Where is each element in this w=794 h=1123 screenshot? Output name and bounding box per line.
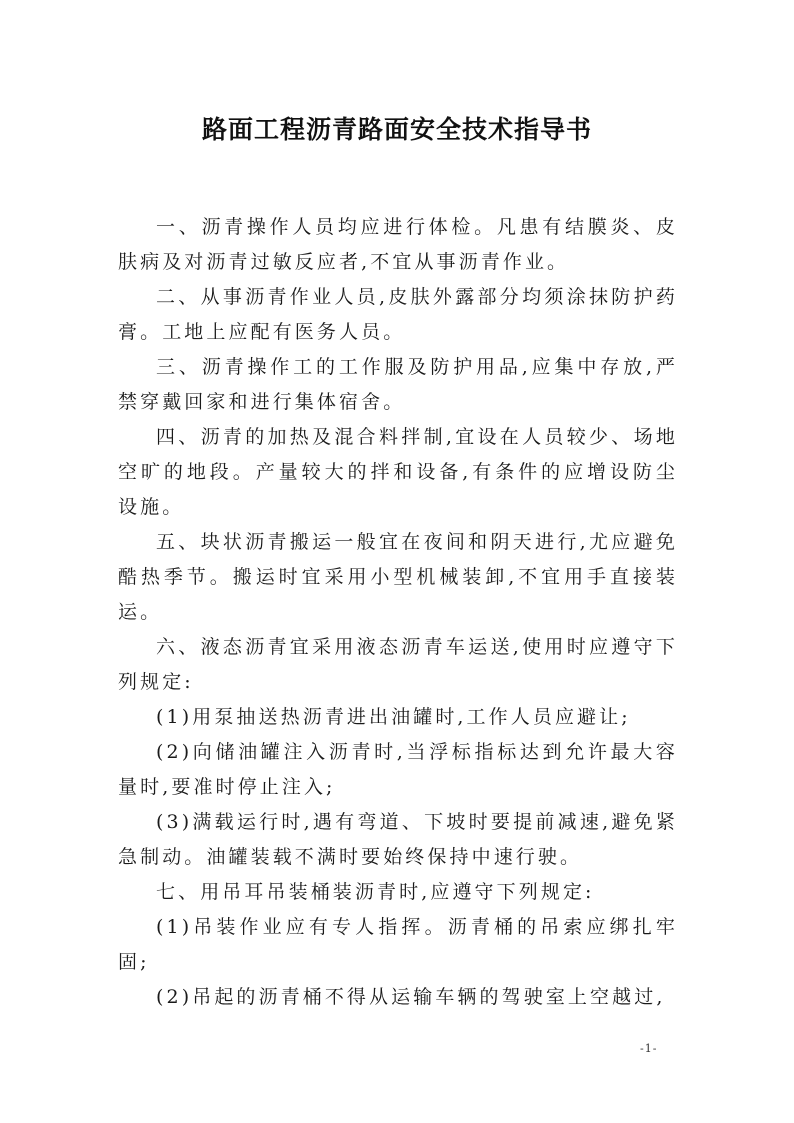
paragraph: 一、沥青操作人员均应进行体检。凡患有结膜炎、皮肤病及对沥青过敏反应者,不宜从事沥青作业。 [118, 216, 678, 273]
paragraph: 四、沥青的加热及混合料拌制,宜设在人员较少、场地空旷的地段。产量较大的拌和设备,有条件的应增设防尘设施。 [118, 426, 678, 518]
list-item: (2)向储油罐注入沥青时,当浮标指标达到允许最大容量时,要准时停止注入; [118, 741, 678, 798]
list-item: (3)满载运行时,遇有弯道、下坡时要提前减速,避免紧急制动。油罐装载不满时要始终保持中速行驶。 [118, 811, 678, 868]
document-title: 路面工程沥青路面安全技术指导书 [201, 115, 592, 144]
paragraph: 七、用吊耳吊装桶装沥青时,应遵守下列规定: [156, 881, 595, 903]
paragraph: 三、沥青操作工的工作服及防护用品,应集中存放,严禁穿戴回家和进行集体宿舍。 [118, 356, 678, 413]
list-item: (1)用泵抽送热沥青进出油罐时,工作人员应避让; [156, 706, 631, 728]
paragraph: 二、从事沥青作业人员,皮肤外露部分均须涂抹防护药膏。工地上应配有医务人员。 [118, 286, 678, 343]
document-body [118, 210, 678, 1015]
paragraph: 六、液态沥青宜采用液态沥青车运送,使用时应遵守下列规定: [118, 636, 678, 693]
paragraph: 五、块状沥青搬运一般宜在夜间和阴天进行,尤应避免酷热季节。搬运时宜采用小型机械装卸,不宜用手直接装运。 [118, 531, 678, 623]
list-item: (2)吊起的沥青桶不得从运输车辆的驾驶室上空越过, [156, 986, 666, 1008]
page-number: -1- [640, 1042, 658, 1055]
list-item: (1)吊装作业应有专人指挥。沥青桶的吊索应绑扎牢固; [118, 916, 678, 973]
